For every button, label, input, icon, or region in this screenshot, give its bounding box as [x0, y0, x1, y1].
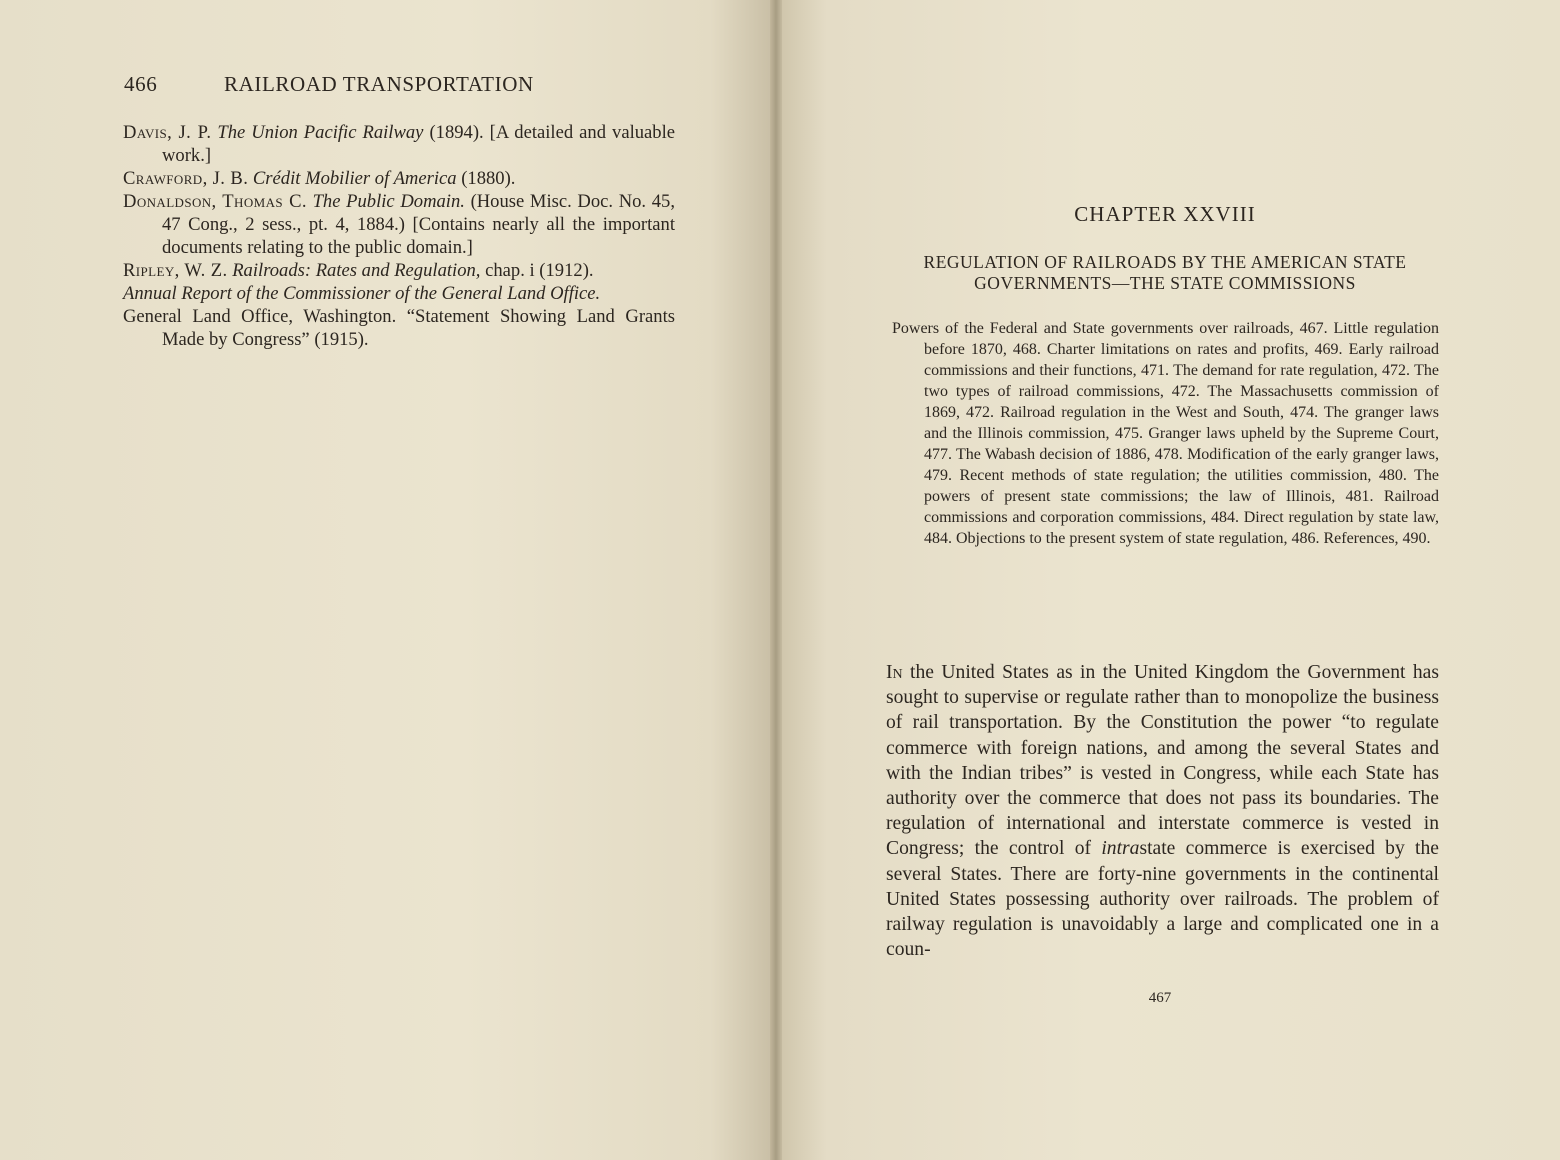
reference-author: Davis, J. P. [123, 122, 212, 143]
reference-title: Crédit Mobilier of America [252, 168, 457, 189]
reference-item [123, 305, 675, 351]
reference-author: Crawford, J. B. [123, 168, 249, 189]
reference-list [123, 121, 675, 351]
reference-item [123, 167, 675, 190]
reference-details: chap. i (1912). [480, 260, 594, 281]
chapter-summary: Powers of the Federal and State governments over railroads, 467. Little regulation before 1870, 468. Charter limitations on rates and profits, 469. Early railroad commissions and their functions, 471. The demand for rate regulation, 472. The two types of railroad commissions, 472. The Massachusetts commission of 1869, 472. Railroad regulation in the West and South, 474. The granger laws and the Illinois commission, 475. Granger laws upheld by the Supreme Court, 477. The Wabash decision of 1886, 478. Modification of the early granger laws, 479. Recent methods of state regulation; the utilities commission, 480. The powers of present state commissions; the law of Illinois, 481. Railroad commissions and corporation commissions, 484. Direct regulation by state law, 484. Objections to the present system of state regulation, 486. References, 490. [892, 320, 1439, 547]
reference-title: The Union Pacific Railway [217, 122, 424, 143]
running-head-title: RAILROAD TRANSPORTATION [224, 72, 534, 96]
reference-title: The Public Domain. [312, 191, 465, 212]
reference-details: (1894). [A detailed and valuable work.] [162, 122, 676, 166]
reference-title: Railroads: Rates and Regulation, [232, 260, 481, 281]
paragraph-italic: intra [1101, 838, 1140, 860]
body-paragraph [886, 660, 1439, 962]
right-page-number: 467 [1148, 990, 1172, 1006]
running-head [124, 72, 684, 97]
reference-details: (1880). [456, 168, 516, 189]
reference-details: General Land Office, Washington. “Statement Showing Land Grants Made by Congress” (1915). [123, 306, 675, 350]
left-page-number: 466 [124, 72, 158, 96]
book-gutter [770, 0, 782, 1160]
reference-author: Ripley, W. Z. [123, 260, 228, 281]
paragraph-lead: In [886, 662, 903, 683]
reference-author: Donaldson, Thomas C. [123, 191, 307, 212]
reference-item [123, 282, 675, 305]
chapter-subtitle: REGULATION OF RAILROADS BY THE AMERICAN STATE GOVERNMENTS—THE STATE COMMISSIONS [923, 252, 1407, 293]
paragraph-text-2: state commerce is exercised by the several States. There are forty-nine governments in the continental United States possessing authority over railroads. The problem of railway regulation is unavoidably a large and complicated one in a coun- [886, 838, 1439, 961]
reference-title: Annual Report of the Commissioner of the General Land Office. [123, 283, 601, 304]
chapter-title: CHAPTER XXVIII [1074, 202, 1256, 226]
reference-details: (House Misc. Doc. No. 45, 47 Cong., 2 sess., pt. 4, 1884.) [Contains nearly all the important documents relating to the public domain.] [162, 191, 675, 258]
reference-item [123, 259, 675, 282]
reference-item [123, 190, 675, 259]
right-page [780, 0, 1560, 1160]
paragraph-text-1: the United States as in the United Kingdom the Government has sought to supervise or regulate rather than to monopolize the business of rail transportation. By the Constitution the power “to regulate commerce with foreign nations, and among the several States and with the Indian tribes” is vested in Congress, while each State has authority over the commerce that does not pass its boundaries. The regulation of international and interstate commerce is vested in Congress; the control of [886, 662, 1439, 860]
reference-item [123, 121, 675, 167]
